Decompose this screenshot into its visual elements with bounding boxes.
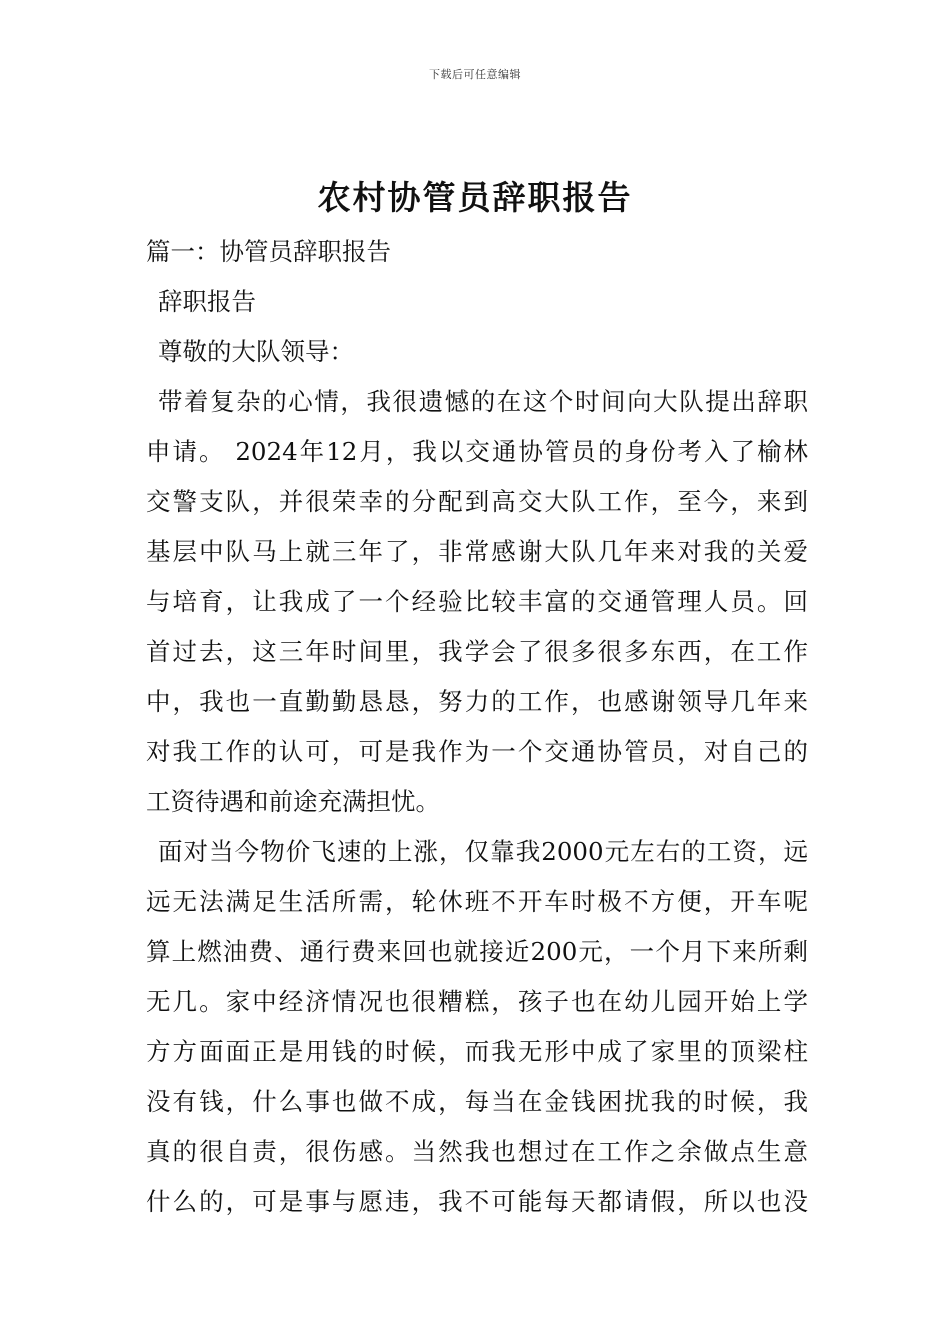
body-line: 中，我也一直勤勤恳恳，努力的工作，也感谢领导几年来 xyxy=(146,687,808,716)
body-line: 方方面面正是用钱的时候，而我无形中成了家里的顶梁柱 xyxy=(146,1037,808,1066)
section-heading: 篇一：协管员辞职报告 xyxy=(146,237,391,266)
body-line: 真的很自责，很伤感。当然我也想过在工作之余做点生意 xyxy=(146,1137,808,1166)
salutation: 尊敬的大队领导： xyxy=(158,337,354,366)
body-line: 申请。 2024年12月，我以交通协管员的身份考入了榆林 xyxy=(146,437,808,466)
subheading: 辞职报告 xyxy=(158,287,256,316)
body-line: 无几。家中经济情况也很糟糕，孩子也在幼儿园开始上学 xyxy=(146,987,808,1016)
body-line: 带着复杂的心情，我很遗憾的在这个时间向大队提出辞职 xyxy=(158,387,808,416)
body-line: 基层中队马上就三年了，非常感谢大队几年来对我的关爱 xyxy=(146,537,808,566)
body-line: 首过去，这三年时间里，我学会了很多很多东西，在工作 xyxy=(146,637,808,666)
body-line: 算上燃油费、通行费来回也就接近200元，一个月下来所剩 xyxy=(146,937,808,966)
document-title: 农村协管员辞职报告 xyxy=(317,178,633,217)
body-line: 什么的，可是事与愿违，我不可能每天都请假，所以也没 xyxy=(146,1187,808,1216)
body-line: 交警支队，并很荣幸的分配到高交大队工作，至今，来到 xyxy=(146,487,808,516)
body-line: 与培育，让我成了一个经验比较丰富的交通管理人员。回 xyxy=(146,587,808,616)
body-line: 面对当今物价飞速的上涨，仅靠我2000元左右的工资，远 xyxy=(158,837,808,866)
body-line: 远无法满足生活所需，轮休班不开车时极不方便，开车呢 xyxy=(146,887,808,916)
header-note: 下载后可任意编辑 xyxy=(429,68,521,81)
document-body xyxy=(146,227,808,1227)
body-line: 没有钱，什么事也做不成，每当在金钱困扰我的时候，我 xyxy=(146,1087,808,1116)
body-line: 工资待遇和前途充满担忧。 xyxy=(146,787,440,816)
body-line: 对我工作的认可，可是我作为一个交通协管员，对自己的 xyxy=(146,737,808,766)
